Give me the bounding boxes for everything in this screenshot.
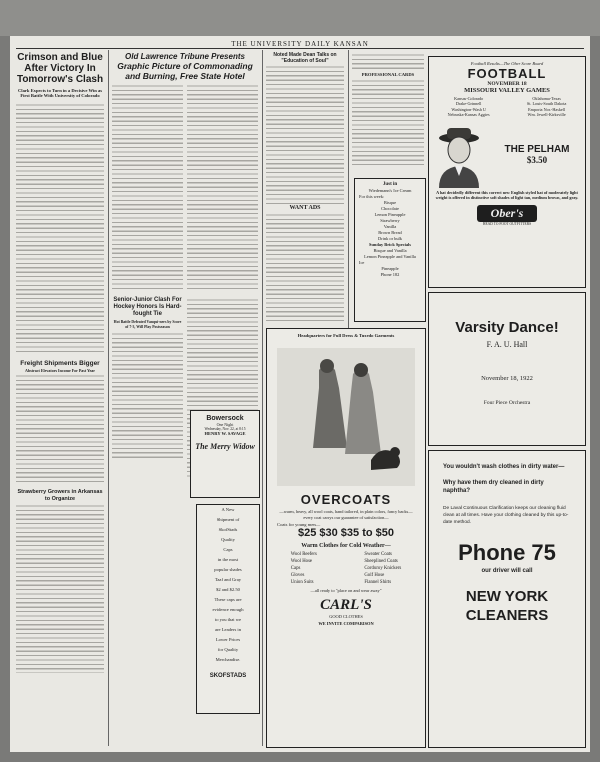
ice-cream-flavor: Lemon Pineapple <box>374 212 406 217</box>
clothing-item: Golf Hose <box>364 573 385 579</box>
skofstads-line: for Quality <box>217 647 239 652</box>
banner-title: Old Lawrence Tribune Presents <box>125 52 245 61</box>
ice-cream-flavor: Brown Bread <box>378 230 402 235</box>
ad-bowersock <box>190 410 260 498</box>
ad-new-york-cleaners <box>428 450 586 748</box>
bowersock-producer: HENRY W. SAVAGE <box>204 431 246 436</box>
overcoats-header: Headquarters for Full Dress & Tuxedo Garments <box>297 333 395 338</box>
want-ads-heading: WANT ADS <box>289 205 321 211</box>
skofstads-line: Quality <box>221 537 235 542</box>
banner-line-2: and Burning, Free State Hotel <box>125 71 245 81</box>
ad-overcoats <box>266 328 426 748</box>
clothing-item: Sweater Coats <box>364 552 392 558</box>
ice-item: Pineapple <box>381 266 399 271</box>
football-game: Drake-Grinnell <box>455 101 482 107</box>
story-text <box>112 83 183 291</box>
obers-tagline: HEAD TO FOOT OUTFITTERS <box>482 222 532 227</box>
headline-dean: Noted Made Dean Talks on "Education of Soul" <box>273 52 337 64</box>
cleaners-phone: Phone 75 <box>458 540 556 565</box>
story-text <box>112 331 183 461</box>
clothing-item: Caps <box>290 566 301 572</box>
dance-title: Varsity Dance! <box>455 319 559 336</box>
football-game: Emporia Nor.-Haskell <box>528 106 566 112</box>
clothing-item: Gloves <box>290 573 305 579</box>
football-game: Washington-Wash U <box>451 106 486 112</box>
skofstads-line: Lower Prices <box>215 637 241 642</box>
skofstads-line: These caps are <box>214 597 242 602</box>
skofstads-line: Taaf and Gray <box>214 577 242 582</box>
cleaners-name-bottom: CLEANERS <box>465 607 549 624</box>
column-3 <box>266 52 344 322</box>
headline-crimson-blue: Crimson and Blue After Victory In Tomorrow's Clash <box>16 52 104 85</box>
hat-description: A hat decidedly different this correct new English styled hat of moderately light weight is offered in distinctive soft shades of light tan, medium brown, and gray. <box>435 189 579 200</box>
football-title: FOOTBALL <box>467 66 547 81</box>
skofstads-store: SKOFSTADS <box>209 673 247 679</box>
cleaners-name-top: NEW YORK <box>465 588 549 605</box>
overcoats-title: OVERCOATS <box>300 492 392 507</box>
hat-man-illustration <box>429 122 489 188</box>
headline-freight: Freight Shipments Bigger <box>20 359 100 367</box>
ad-skofstads <box>196 504 260 714</box>
banner-line-1: Graphic Picture of Commonading <box>117 61 253 71</box>
overcoats-prices: $25 $30 $35 to $50 <box>297 527 395 540</box>
cleaners-question-1: You wouldn't wash clothes in dirty water— <box>443 464 565 470</box>
skofstads-line: are Leaders in <box>214 627 241 632</box>
football-date: NOVEMBER 18 <box>487 81 527 87</box>
ice-cream-special-title: Sunday Brick Specials <box>369 242 411 247</box>
clothing-item: Flannel Shirts <box>364 580 392 586</box>
carls-subtitle: GOOD CLOTHES <box>329 614 363 620</box>
overcoats-slogan: —all ready to "place on and wear away" <box>310 588 382 594</box>
ice-cream-title: Just in <box>382 182 398 187</box>
overcoats-left-items <box>291 551 317 586</box>
skofstads-line: SkofStads <box>218 527 238 532</box>
cleaners-body: De Laval Continuous Clarification keeps our cleaning fluid clean at all times. Have your clothing cleaned by this up-to-date method. <box>443 506 569 525</box>
ice-cream-special: Lemon Pineapple and Vanilla <box>364 254 416 259</box>
column-rule <box>262 50 263 746</box>
skofstads-line: to you that we <box>214 617 242 622</box>
professional-cards-text <box>352 78 424 168</box>
ice-cream-specials <box>355 248 425 260</box>
skofstads-line: evidence enough <box>212 607 244 612</box>
ad-football-obers <box>428 56 586 288</box>
want-ads-text <box>266 212 344 322</box>
subhead-freight: Abstract Elevators Income For Past Year <box>24 367 96 373</box>
story-text <box>266 64 344 204</box>
newspaper-page <box>10 36 590 752</box>
football-subtitle: MISSOURI VALLEY GAMES <box>464 87 550 94</box>
bowersock-date: Wednesday, Nov. 22, at 8:15 <box>204 427 246 431</box>
football-games-left <box>448 96 490 118</box>
skofstads-line: A New <box>221 507 235 512</box>
obers-logo: Ober's <box>477 205 538 222</box>
cleaners-driver: our driver will call <box>481 568 533 574</box>
scan-top-edge <box>0 0 600 36</box>
dance-date: November 18, 1922 <box>481 375 533 382</box>
clothing-item: Wool Hose <box>290 559 313 565</box>
ice-cream-flavor: Strawberry <box>380 218 400 223</box>
cleaners-question-2: Why have them dry cleaned in dirty naphtha? <box>443 480 544 494</box>
clothing-item: Wool Reefers <box>290 552 317 558</box>
hat-price: $3.50 <box>526 155 548 166</box>
ice-cream-brand: Wiedemann's Ice Cream <box>368 188 412 193</box>
overcoats-warm-heading: Warm Clothes for Cold Weather— <box>301 543 391 550</box>
masthead-rule <box>16 48 584 49</box>
overcoats-prices-label: Coats for young men— <box>277 522 321 528</box>
football-game: Wm. Jewell-Kirksville <box>527 112 566 118</box>
dance-hall: F. A. U. Hall <box>486 340 528 349</box>
ad-varsity-dance <box>428 292 586 446</box>
clothing-item: Union Suits <box>290 580 314 586</box>
football-game: St. Louis-South Dakota <box>526 101 567 107</box>
football-game: Oklahoma-Texas <box>532 96 561 101</box>
ad-ice-cream <box>354 178 426 322</box>
column-4 <box>352 52 424 172</box>
ice-cream-flavor: Bisque <box>383 200 397 205</box>
football-tagline: Football Results—The Ober Score Board <box>470 61 544 66</box>
story-text <box>16 503 104 673</box>
subhead-clark: Clark Expects to Turn in a Decisive Win as First Battle With University of Colorado <box>17 88 103 99</box>
skofstads-line: in the most <box>217 557 239 562</box>
headline-hockey: Senior-Junior Clash For Hockey Honors Is Hard-fought Tie <box>113 297 182 317</box>
story-text <box>16 373 104 483</box>
bowersock-sub: One Night <box>216 422 234 427</box>
ice-title: Ice <box>359 260 365 265</box>
story-text <box>187 83 258 291</box>
story-text <box>352 52 424 72</box>
skofstads-line: Shipment of <box>216 517 240 522</box>
skofstads-line: popular shades <box>214 567 242 572</box>
ice-cream-flavor: Chocolate <box>381 206 399 211</box>
ice-cream-flavor: Vanilla <box>383 224 397 229</box>
column-rule <box>108 50 109 746</box>
subhead-hockey: Hot Battle Defeated Vanqui-ners by Score of 7-3, Will Play Postseason <box>113 320 182 329</box>
ice-cream-flavors <box>355 200 425 242</box>
skofstads-line: $2 and $2.50 <box>216 587 240 592</box>
ice-cream-phone: Phone 182 <box>380 272 400 277</box>
carls-logo: CARL'S <box>320 597 372 614</box>
bowersock-theater: Bowersock <box>206 415 244 422</box>
ice-cream-flavor: Drink or bulk <box>378 236 402 241</box>
overcoats-right-items <box>364 551 401 586</box>
football-games-right <box>527 96 566 118</box>
bowersock-show: The Merry Widow <box>195 442 255 451</box>
ice-cream-special: Bisque and Vanilla <box>373 248 407 253</box>
headline-strawberry: Strawberry Growers in Arkansas to Organize <box>17 488 103 502</box>
story-text <box>16 102 104 352</box>
professional-cards-heading: PROFESSIONAL CARDS <box>361 72 415 77</box>
football-game: Nebraska-Kansas Aggies <box>447 112 490 118</box>
carls-invite: WE INVITE COMPARISON <box>318 621 374 627</box>
hat-name: THE PELHAM <box>504 144 570 156</box>
clothing-item: Corduroy Knickers <box>364 566 402 572</box>
dance-orchestra: Four Piece Orchestra <box>483 400 531 406</box>
clothing-item: Sheeplined Coats <box>364 559 398 565</box>
ice-cream-week: For this week: <box>359 194 385 199</box>
football-game: Kansas-Colorado <box>454 96 484 101</box>
skofstads-line: Caps <box>223 547 233 552</box>
overcoats-illustration <box>271 340 421 490</box>
column-1 <box>16 52 104 746</box>
masthead: THE UNIVERSITY DAILY KANSAN <box>231 40 369 48</box>
overcoats-description: —warm, heavy, all wool coats, hand tailored, in plain colors, fancy backs—every coat carrys our guarantee of satisfaction— <box>279 509 413 520</box>
skofstads-lines <box>197 505 259 665</box>
skofstads-line: Merchandise. <box>215 657 241 662</box>
